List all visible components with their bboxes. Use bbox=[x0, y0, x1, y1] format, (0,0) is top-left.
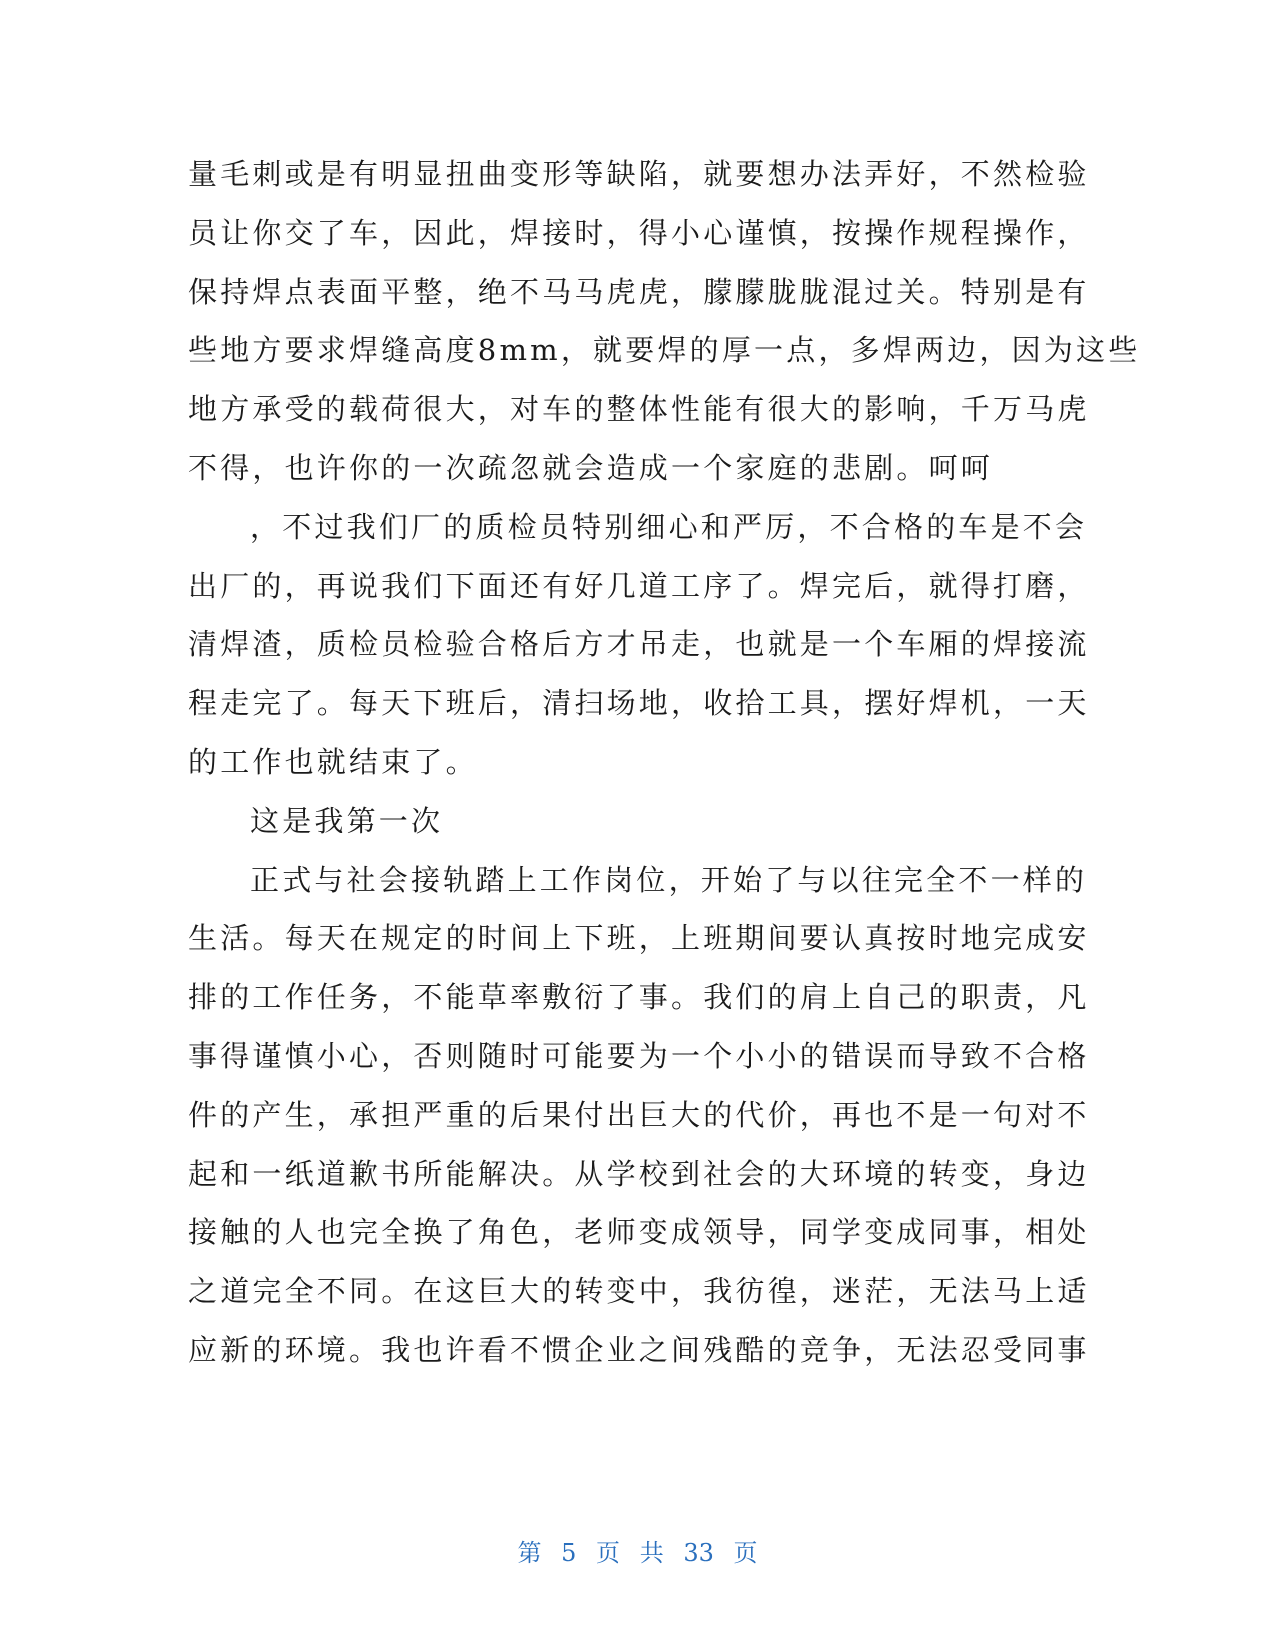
text-line: 这是我第一次 bbox=[250, 803, 444, 838]
footer-total-prefix: 共 bbox=[639, 1539, 664, 1567]
text-line: 排的工作任务，不能草率敷衍了事。我们的肩上自己的职责，凡 bbox=[188, 980, 1090, 1015]
total-pages-number: 33 bbox=[683, 1539, 714, 1567]
text-line: 出厂的，再说我们下面还有好几道工序了。焊完后，就得打磨， bbox=[188, 568, 1090, 603]
text-line: 之道完全不同。在这巨大的转变中，我彷徨，迷茫，无法马上适 bbox=[188, 1274, 1090, 1309]
page-footer bbox=[0, 1533, 1275, 1568]
text-line: 地方承受的载荷很大，对车的整体性能有很大的影响，千万马虎 bbox=[188, 392, 1090, 427]
document-body bbox=[188, 145, 1141, 1380]
footer-total-suffix: 页 bbox=[733, 1539, 758, 1567]
text-line: 员让你交了车，因此，焊接时，得小心谨慎，按操作规程操作， bbox=[188, 215, 1090, 250]
text-line: 程走完了。每天下班后，清扫场地，收拾工具，摆好焊机，一天 bbox=[188, 686, 1090, 721]
text-line: 应新的环境。我也许看不惯企业之间残酷的竞争，无法忍受同事 bbox=[188, 1332, 1090, 1367]
current-page-number: 5 bbox=[561, 1539, 577, 1567]
text-line: 接触的人也完全换了角色，老师变成领导，同学变成同事，相处 bbox=[188, 1215, 1090, 1250]
text-line: ，不过我们厂的质检员特别细心和严厉，不合格的车是不会 bbox=[250, 509, 1088, 544]
text-line: 保持焊点表面平整，绝不马马虎虎，朦朦胧胧混过关。特别是有 bbox=[188, 274, 1090, 309]
text-line: 的工作也就结束了。 bbox=[188, 744, 478, 779]
footer-page-word: 页 bbox=[596, 1539, 621, 1567]
text-line: 事得谨慎小心，否则随时可能要为一个小小的错误而导致不合格 bbox=[188, 1038, 1090, 1073]
footer-prefix: 第 bbox=[517, 1539, 542, 1567]
text-line: 量毛刺或是有明显扭曲变形等缺陷，就要想办法弄好，不然检验 bbox=[188, 157, 1090, 191]
text-line: 正式与社会接轨踏上工作岗位，开始了与以往完全不一样的 bbox=[250, 862, 1088, 897]
text-line: 些地方要求焊缝高度8mm，就要焊的厚一点，多焊两边，因为这些 bbox=[188, 333, 1141, 368]
text-line: 起和一纸道歉书所能解决。从学校到社会的大环境的转变，身边 bbox=[188, 1156, 1090, 1191]
text-line: 生活。每天在规定的时间上下班，上班期间要认真按时地完成安 bbox=[188, 921, 1090, 956]
text-line: 件的产生，承担严重的后果付出巨大的代价，再也不是一句对不 bbox=[188, 1097, 1090, 1132]
text-line: 不得，也许你的一次疏忽就会造成一个家庭的悲剧。呵呵 bbox=[188, 450, 994, 485]
text-line: 清焊渣，质检员检验合格后方才吊走，也就是一个车厢的焊接流 bbox=[188, 627, 1090, 662]
